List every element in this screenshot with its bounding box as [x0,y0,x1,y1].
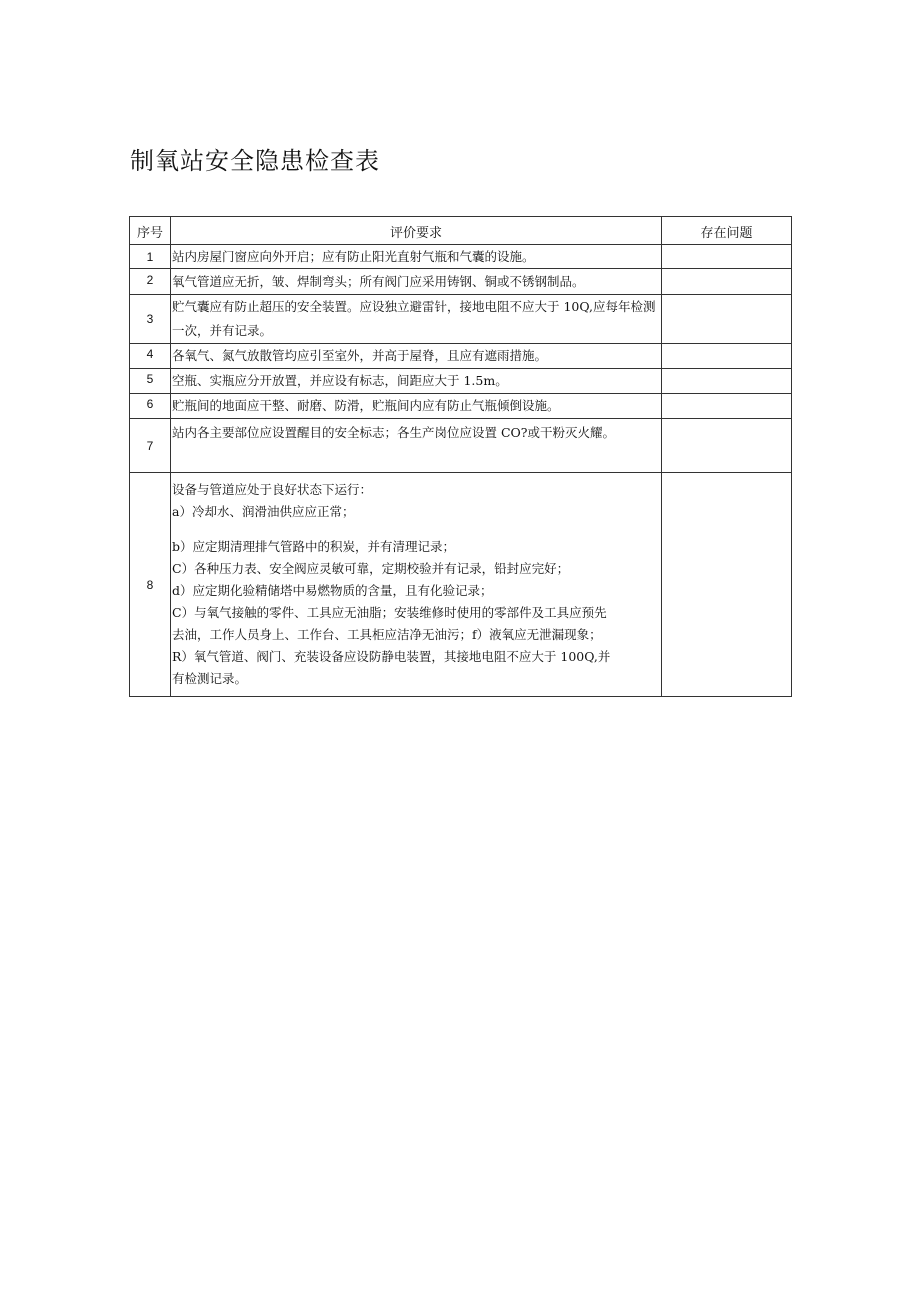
table-row [130,394,792,419]
row-issue-cell[interactable] [662,344,792,369]
row-number: 8 [130,473,171,697]
header-issue: 存在问题 [662,217,792,245]
row-requirement: 贮气囊应有防止超压的安全装置。应设独立避雷针，接地电阻不应大于 10Q,应每年检测一次，并有记录。 [171,295,662,344]
row-requirement: 贮瓶间的地面应干整、耐磨、防滑，贮瓶间内应有防止气瓶倾倒设施。 [171,394,662,419]
table-row [130,269,792,295]
requirement-line: b）应定期清理排气管路中的积炭，并有清理记录； [172,539,456,554]
row-number: 5 [130,369,171,394]
row-number: 4 [130,344,171,369]
table-row [130,344,792,369]
row-requirement: 站内房屋门窗应向外开启；应有防止阳光直射气瓶和气囊的设施。 [171,245,662,269]
row-requirement: 站内各主要部位应设置醒目的安全标志；各生产岗位应设置 CO?或干粉灭火耀。 [171,419,662,473]
row-issue-cell[interactable] [662,473,792,697]
requirement-line: a）冷却水、润滑油供应应正常； [172,504,355,519]
row-issue-cell[interactable] [662,295,792,344]
table-row [130,473,792,697]
spacer [172,523,660,536]
row-requirement: 空瓶、实瓶应分开放置，并应设有标志，间距应大于 1.5m。 [171,369,662,394]
header-no: 序号 [130,217,171,245]
row-number: 1 [130,245,171,269]
header-requirement: 评价要求 [171,217,662,245]
row-issue-cell[interactable] [662,369,792,394]
row-issue-cell[interactable] [662,245,792,269]
row-issue-cell[interactable] [662,269,792,295]
row-number: 7 [130,419,171,473]
requirement-line: C）与氧气接触的零件、工具应无油脂；安装维修时使用的零部件及工具应预先 [172,605,607,620]
row-number: 3 [130,295,171,344]
requirement-line: 设备与管道应处于良好状态下运行： [172,482,373,497]
table-row [130,369,792,394]
row-issue-cell[interactable] [662,419,792,473]
table-row [130,295,792,344]
row-number: 2 [130,269,171,295]
requirement-line: R）氧气管道、阀门、充装设备应设防静电装置，其接地电阻不应大于 100Q,并 [172,649,611,664]
row-number: 6 [130,394,171,419]
table-row [130,419,792,473]
row-requirement: 氧气管道应无折，皱、焊制弯头；所有阀门应采用铸钢、铜或不锈钢制品。 [171,269,662,295]
requirement-line: 有检测记录。 [172,671,248,686]
table-row [130,245,792,269]
requirement-line: 去油，工作人员身上、工作台、工具柜应洁净无油污；f）液氧应无泄漏现象； [172,627,602,642]
requirement-line: d）应定期化验精储塔中易燃物质的含量，且有化验记录； [172,583,493,598]
table-header-row [130,217,792,245]
requirement-line: C）各种压力表、安全阀应灵敏可靠，定期校验并有记录，铅封应完好； [172,561,570,576]
page-title: 制氧站安全隐患检查表 [130,147,380,175]
row-issue-cell[interactable] [662,394,792,419]
row-requirement: 各氧气、氮气放散管均应引至室外，并高于屋脊，且应有遮雨措施。 [171,344,662,369]
row-requirement-list [171,473,662,697]
inspection-table [129,216,792,697]
